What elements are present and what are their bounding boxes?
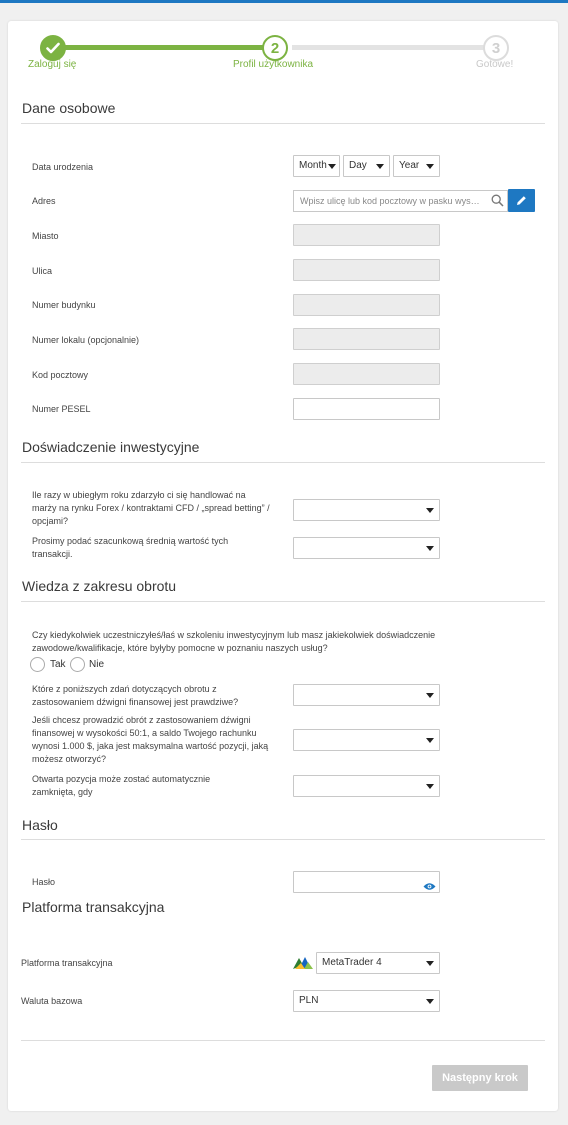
auto-close-question: Otwarta pozycja może zostać automatycznie zamknięta, gdy (32, 774, 211, 797)
birth-year-value: Year (399, 160, 420, 171)
pencil-icon (516, 195, 527, 206)
step-2-label: Profil użytkownika (233, 59, 314, 70)
chevron-down-icon (426, 693, 434, 698)
currency-select-value: PLN (299, 995, 319, 1006)
transaction-value-question: Prosimy podać szacunkową średnią wartość tych transakcji. (32, 536, 229, 559)
section-title-platform: Platforma transakcyjna (22, 899, 165, 915)
chevron-down-icon (376, 164, 384, 169)
password-field[interactable] (293, 871, 440, 893)
section-title-experience: Doświadczenie inwestycyjne (22, 439, 200, 455)
next-step-button[interactable]: Następny krok (432, 1065, 528, 1091)
currency-select[interactable] (293, 990, 440, 1012)
birth-month-select[interactable] (293, 155, 340, 177)
chevron-down-icon (426, 164, 434, 169)
top-accent-bar (0, 0, 568, 3)
divider (21, 839, 545, 840)
birth-year-select[interactable] (393, 155, 440, 177)
building-number-field (293, 294, 440, 316)
platform-label: Platforma transakcyjna (21, 958, 113, 968)
step-3-indicator: 3 (483, 35, 509, 61)
training-question: Czy kiedykolwiek uczestniczyłeś/łaś w szkoleniu inwestycyjnym lub masz jakiekolwiek doświadczenie zawodowe/kwalifikacje, które byłyby pomocne w poznaniu naszych usług? (32, 630, 436, 653)
step-1-check-icon (40, 35, 66, 61)
chevron-down-icon (426, 546, 434, 551)
currency-label: Waluta bazowa (21, 996, 83, 1006)
birth-month-value: Month (299, 160, 327, 171)
radio-yes-label: Tak (50, 659, 66, 670)
step-3-label: Gotowe! (476, 59, 514, 70)
trading-frequency-question: Ile razy w ubiegłym roku zdarzyło ci się handlować na marży na rynku Forex / kontraktami CFD / „spread betting” / opcjami? (32, 490, 270, 526)
apartment-number-label: Numer lokalu (opcjonalnie) (32, 335, 140, 345)
section-title-knowledge: Wiedza z zakresu obrotu (22, 578, 177, 594)
max-position-question: Jeśli chcesz prowadzić obrót z zastosowaniem dźwigni finansowej w wysokości 50:1, a saldo Twojego rachunku wynosi 1.000 $, jaka jest maksymalna wartość pozycji, jaką możesz otworzyć? (32, 715, 269, 764)
stepper-line-pending (292, 45, 490, 50)
birth-day-select[interactable] (343, 155, 390, 177)
address-label: Adres (32, 196, 56, 206)
platform-select[interactable] (316, 952, 440, 974)
chevron-down-icon (426, 784, 434, 789)
metatrader-logo-icon (292, 955, 314, 976)
radio-no[interactable] (70, 657, 85, 672)
search-icon (491, 194, 504, 212)
step-2-indicator: 2 (262, 35, 288, 61)
password-label: Hasło (32, 877, 56, 887)
address-placeholder: Wpisz ulicę lub kod pocztowy w pasku wys… (300, 196, 480, 206)
leverage-statement-question: Które z poniższych zdań dotyczących obrotu z zastosowaniem dźwigni finansowej jest prawdziwe? (32, 684, 239, 707)
chevron-down-icon (426, 508, 434, 513)
city-label: Miasto (32, 231, 59, 241)
divider (21, 601, 545, 602)
chevron-down-icon (328, 164, 336, 169)
building-number-label: Numer budynku (32, 300, 96, 310)
eye-icon[interactable] (423, 878, 436, 896)
section-title-password: Hasło (22, 817, 58, 833)
registration-form (8, 21, 558, 1111)
max-position-select[interactable] (293, 729, 440, 751)
transaction-value-select[interactable] (293, 537, 440, 559)
platform-select-value: MetaTrader 4 (322, 957, 382, 968)
street-label: Ulica (32, 266, 53, 276)
step-1-label: Zaloguj się (28, 59, 77, 70)
leverage-statement-select[interactable] (293, 684, 440, 706)
chevron-down-icon (426, 999, 434, 1004)
divider (21, 123, 545, 124)
radio-no-label: Nie (89, 659, 105, 670)
postal-code-field (293, 363, 440, 385)
section-title-personal: Dane osobowe (22, 100, 116, 116)
auto-close-select[interactable] (293, 775, 440, 797)
trading-frequency-select[interactable] (293, 499, 440, 521)
pesel-field[interactable] (293, 398, 440, 420)
edit-address-button[interactable] (508, 189, 535, 212)
birth-day-value: Day (349, 160, 367, 171)
divider (21, 462, 545, 463)
divider (21, 1040, 545, 1041)
radio-yes[interactable] (30, 657, 45, 672)
chevron-down-icon (426, 961, 434, 966)
city-field (293, 224, 440, 246)
chevron-down-icon (426, 738, 434, 743)
address-search-input[interactable] (293, 190, 508, 212)
apartment-number-field (293, 328, 440, 350)
pesel-label: Numer PESEL (32, 404, 91, 414)
street-field (293, 259, 440, 281)
birth-date-label: Data urodzenia (32, 162, 94, 172)
postal-code-label: Kod pocztowy (32, 370, 89, 380)
stepper-line-done (64, 45, 272, 50)
